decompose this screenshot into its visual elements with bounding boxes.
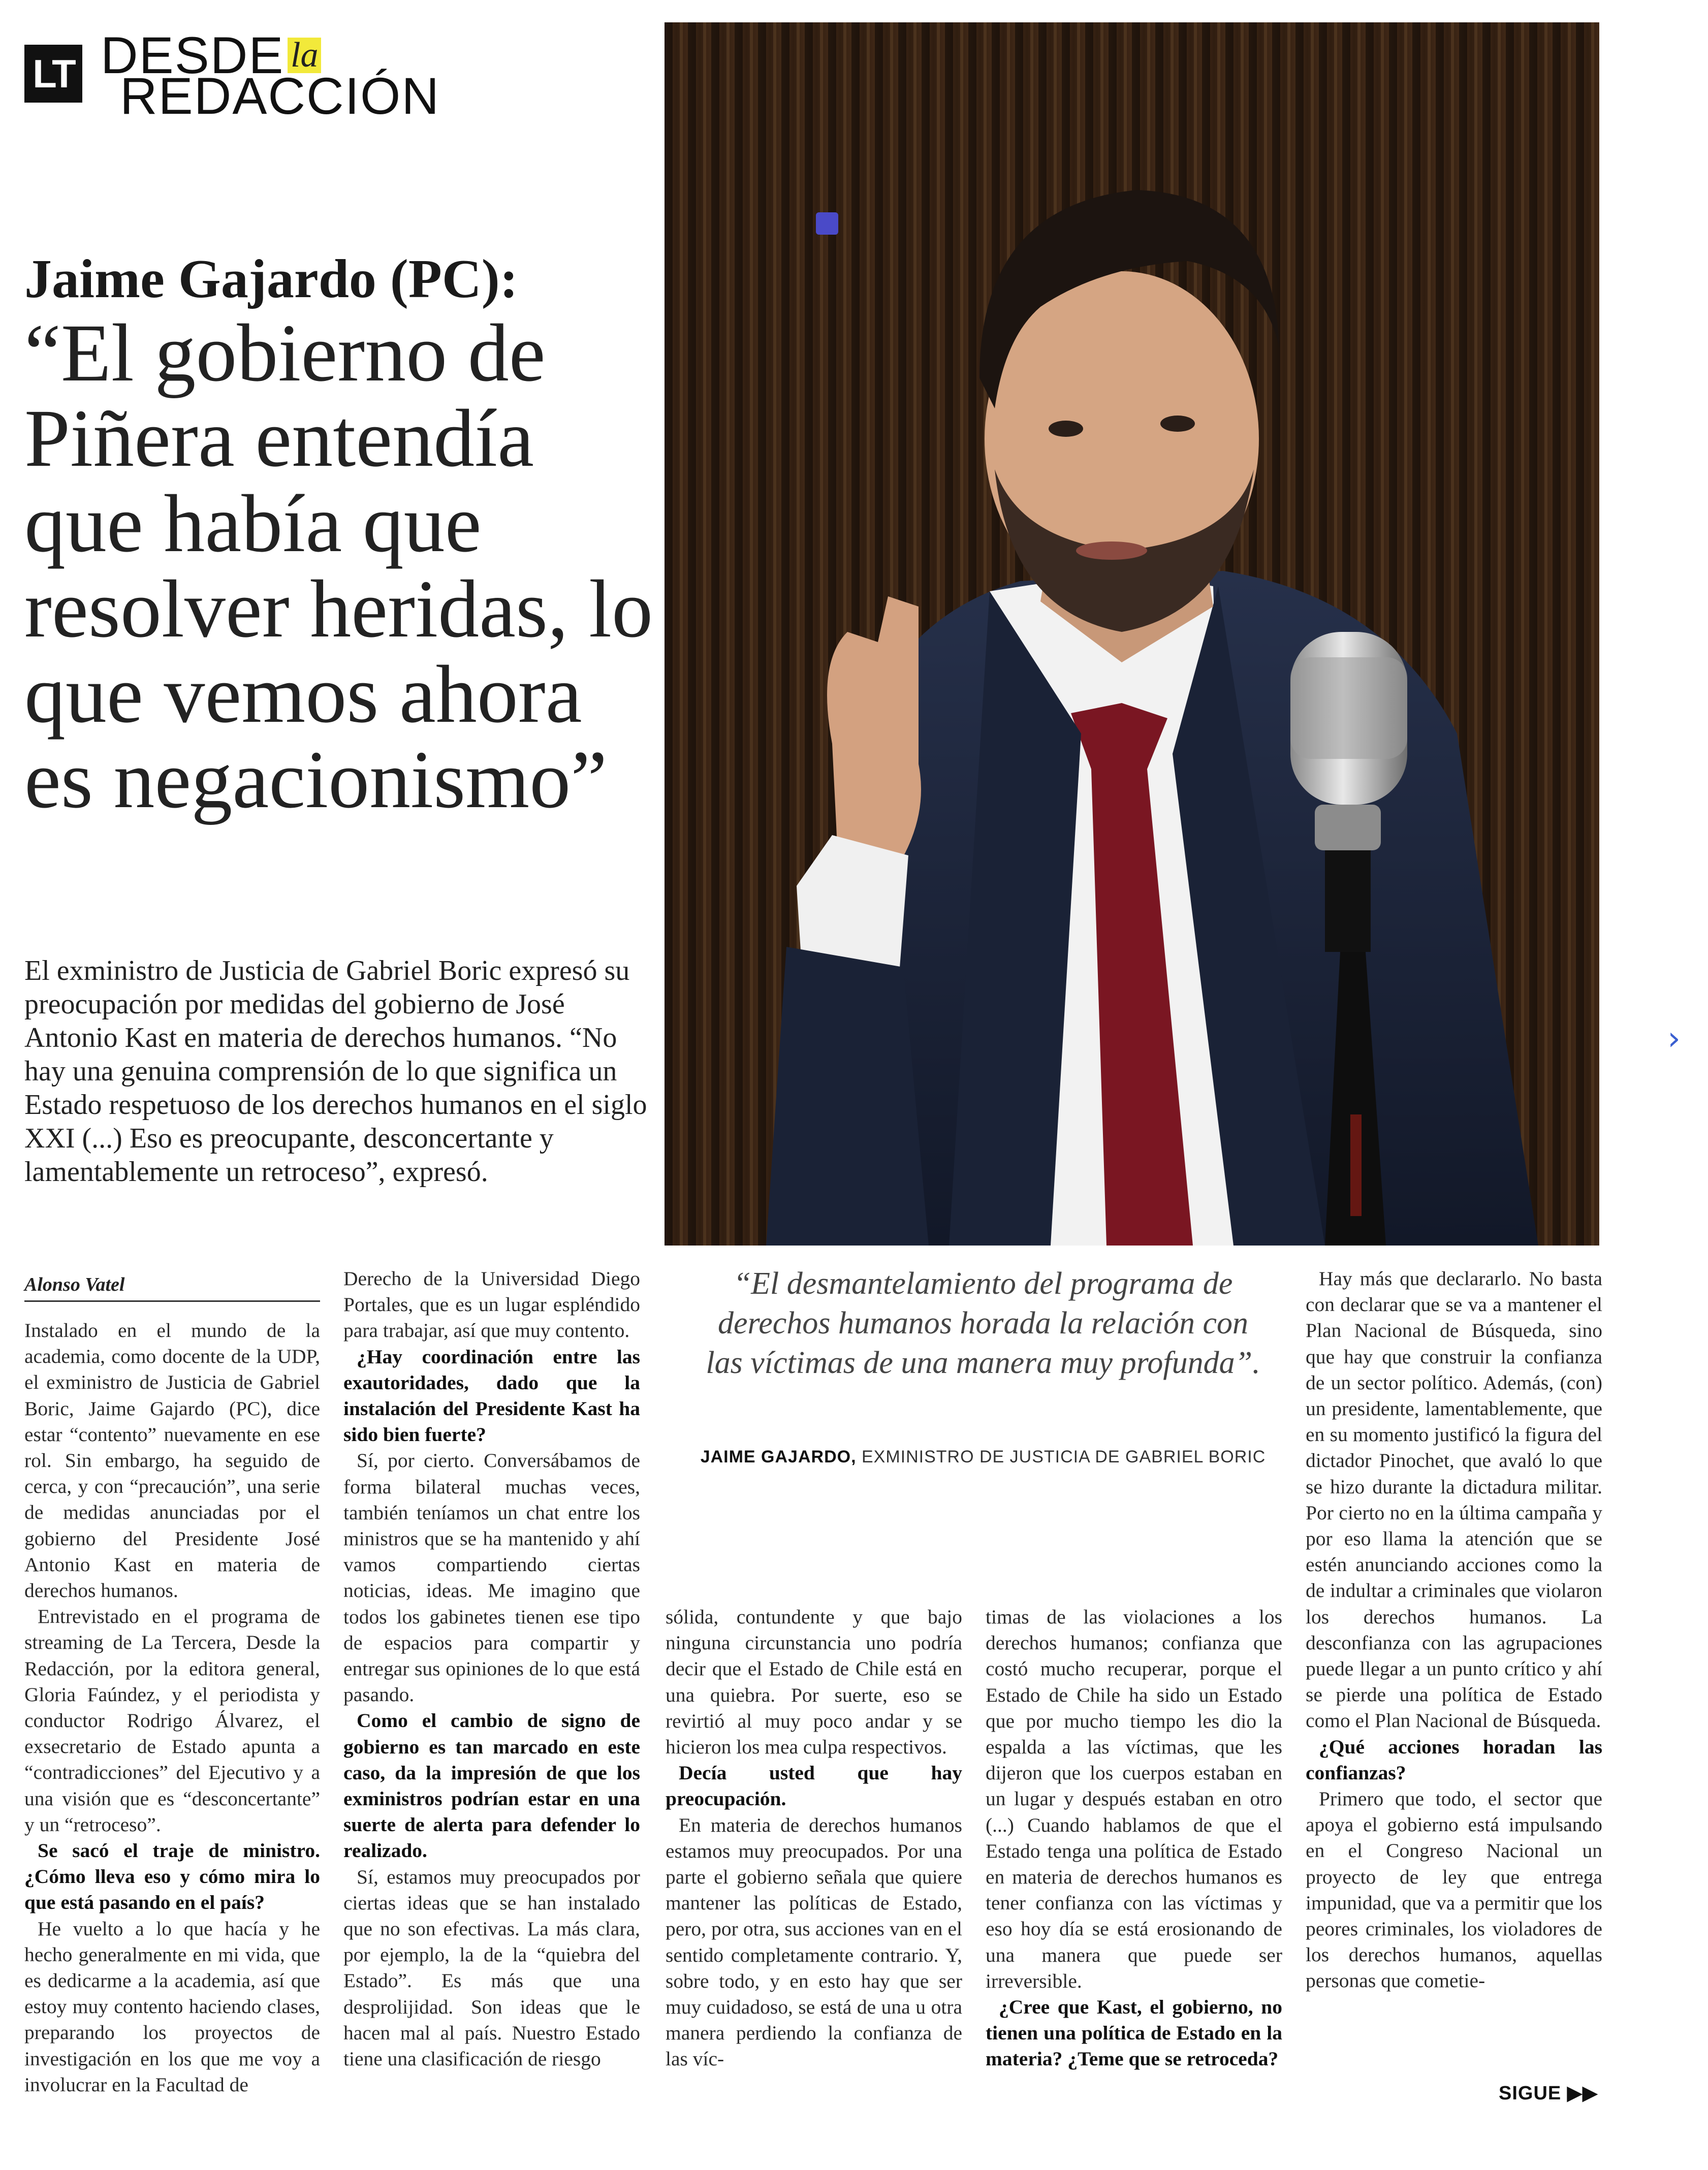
body-column-1 (24, 1318, 320, 2098)
pull-quote-name: JAIME GAJARDO, (700, 1447, 857, 1466)
body-paragraph: sólida, contundente y que bajo ninguna circunstancia uno podría decir que el Estado de Chile está en una quiebra. Por suerte, eso se revirtió al muy poco andar y se hicieron los mea culpa respectivos. (666, 1606, 962, 1759)
question-paragraph: ¿Qué acciones horadan las confianzas? (1306, 1735, 1602, 1784)
question-paragraph: Decía usted que hay preocupación. (666, 1762, 962, 1810)
body-paragraph: He vuelto a lo que hacía y he hecho generalmente en mi vida, que es dedicarme a la academia, así que estoy muy contento haciendo clases, preparando los proyectos de investigación en los que me voy a involucrar en la Facultad de (24, 1917, 320, 2096)
question-paragraph: ¿Hay coordinación entre las exautoridades, dado que la instalación del Presidente Kast ha sido bien fuerte? (343, 1345, 640, 1446)
body-paragraph: Derecho de la Universidad Diego Portales, que es un lugar espléndido para trabajar, así que muy contento. (343, 1267, 640, 1342)
lt-logo: LT (24, 45, 82, 103)
body-paragraph: En materia de derechos humanos estamos muy preocupados. Por una parte el gobierno señala que quiere mantener las políticas de Estado, pero, por otra, sus acciones van en el sentido completamente contrario. Y, sobre todo, y en esto hay que ser muy cuidadoso, se está de una u otra manera perdiendo la confianza de las víc- (666, 1813, 962, 2070)
article-kicker: Jaime Gajardo (PC): (24, 249, 518, 309)
body-paragraph: timas de las violaciones a los derechos humanos; confianza que costó mucho recuperar, porque el Estado de Chile ha sido un Estado que por mucho tiempo les dio la espalda a las víctimas, que les dijeron que los cuerpos estaban en un lugar y después estaban en otro (...) Cuando hablamos de que el Estado tenga una política de Estado en materia de derechos humanos es tener confianza con las víctimas y eso hoy día se está erosionando de una manera que puede ser irreversible. (986, 1606, 1282, 1992)
masthead-la: la (288, 38, 321, 73)
body-column-2 (343, 1266, 640, 2072)
continue-label[interactable]: SIGUE ▶▶ (1499, 2083, 1598, 2104)
masthead-desde: DESDE (101, 26, 284, 84)
article-standfirst: El exministro de Justicia de Gabriel Boric expresó su preocupación por medidas del gobierno de José Antonio Kast en materia de derechos humanos. “No hay una genuina comprensión de lo que significa un Estado respetuoso de los derechos humanos en el siglo XXI (...) Eso es preocupante, desconcertante y lamentablemente un retroceso”, expresó. (24, 955, 647, 1188)
body-column-3 (666, 1604, 962, 2072)
body-paragraph: Instalado en el mundo de la academia, como docente de la UDP, el exministro de Justicia de Gabriel Boric, Jaime Gajardo (PC), dice estar “contento” nuevamente en ese rol. Sin embargo, ha seguido de cerca, y con “precaución”, una serie de medidas anunciadas por el gobierno del Presidente José Antonio Kast en materia de derechos humanos. (24, 1319, 320, 1602)
interview-photo (665, 22, 1599, 1246)
body-paragraph: Primero que todo, el sector que apoya el gobierno está impulsando en el Congreso Nacional un proyecto de ley que entrega impunidad, que va a permitir que los peores criminales, los violadores de los derechos humanos, aquellas personas que cometie- (1306, 1788, 1602, 1992)
question-paragraph: Como el cambio de signo de gobierno es tan marcado en este caso, da la impresión de que los exministros podrían estar en una suerte de alerta para defender lo realizado. (343, 1709, 640, 1862)
body-column-4 (986, 1604, 1282, 2072)
body-column-5 (1306, 1266, 1602, 1994)
article-headline: “El gobierno de Piñera entendía que había que resolver heridas, lo que vemos ahora es negacionismo” (24, 308, 653, 825)
body-paragraph: Sí, por cierto. Conversábamos de forma bilateral muchas veces, también teníamos un chat entre los ministros que se ha mantenido y ahí vamos compartiendo ciertas noticias, ideas. Me imagino que todos los gabinetes tienen ese tipo de espacios para compartir y entregar sus opiniones de lo que está pasando. (343, 1449, 640, 1706)
pull-quote-attribution (671, 1447, 1295, 1467)
question-paragraph: ¿Cree que Kast, el gobierno, no tienen una política de Estado en la materia? ¿Teme que se retroceda? (986, 1996, 1282, 2070)
byline: Alonso Vatel (24, 1273, 320, 1302)
masthead-redaccion: REDACCIÓN (120, 67, 440, 125)
next-page-icon[interactable]: › (1667, 1020, 1681, 1058)
body-paragraph: Entrevistado en el programa de streaming de La Tercera, Desde la Redacción, por la editora general, Gloria Faúndez, y el periodista y conductor Rodrigo Álvarez, el exsecretario de Estado apunta a “contradicciones” del Ejecutivo y a una visión que es “desconcertante” y un “retroceso”. (24, 1605, 320, 1836)
body-paragraph: Sí, estamos muy preocupados por ciertas ideas que se han instalado que no son efectivas. La más clara, por ejemplo, la de la “quiebra del Estado”. Es más que una desprolijidad. Son ideas que le hacen mal al país. Nuestro Estado tiene una clasificación de riesgo (343, 1865, 640, 2070)
body-paragraph: Hay más que declararlo. No basta con declarar que se va a mantener el Plan Nacional de Búsqueda, sino que hay que construir la confianza de un sector político. Además, (con) un presidente, lamentablemente, que en su momento justificó la figura del dictador Pinochet, que avaló lo que se hizo durante la dictadura militar. Por cierto no en la última campaña y por eso llama la atención que se estén anunciando acciones como la de indultar a criminales que violaron los derechos humanos. La desconfianza con las agrupaciones puede llegar a un punto crítico y ahí se pierde una política de Estado como el Plan Nacional de Búsqueda. (1306, 1267, 1602, 1732)
pull-quote-role: EXMINISTRO DE JUSTICIA DE GABRIEL BORIC (856, 1447, 1266, 1466)
photo-illustration (665, 22, 1599, 1246)
pull-quote: “El desmantelamiento del programa de derechos humanos horada la relación con las víctimas de una manera muy profunda”. (706, 1266, 1260, 1380)
question-paragraph: Se sacó el traje de ministro. ¿Cómo lleva eso y cómo mira lo que está pasando en el país? (24, 1839, 320, 1914)
